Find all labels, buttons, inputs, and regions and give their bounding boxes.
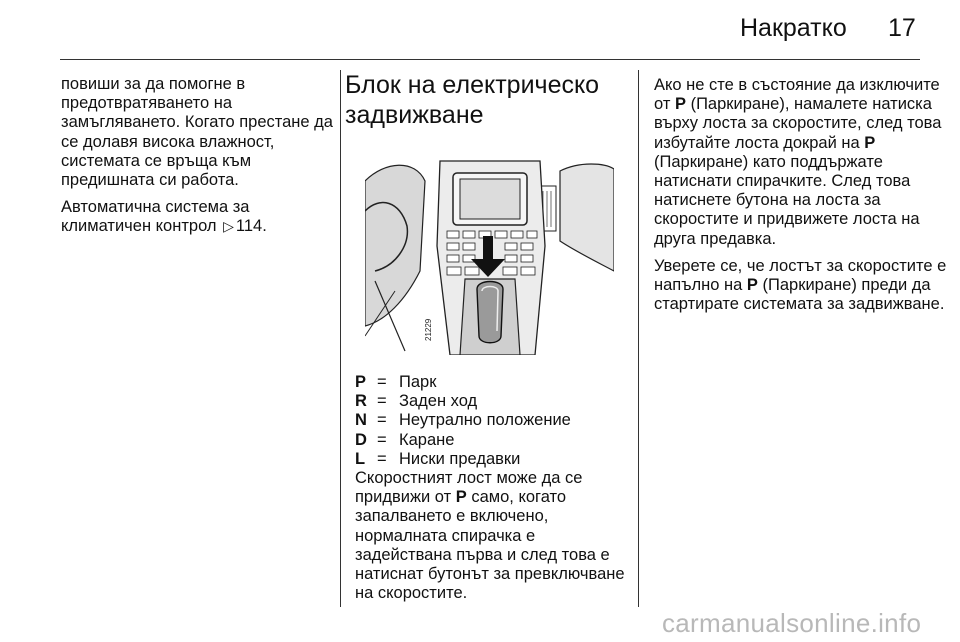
legend-row-n: N = Неутрално положение <box>355 411 571 430</box>
legend-row-l: L = Ниски предавки <box>355 449 521 468</box>
column-right <box>654 76 950 322</box>
shifter-illustration <box>365 151 614 355</box>
section-heading: Блок на електрическо задвижване <box>345 71 600 129</box>
page-number: 17 <box>888 14 916 42</box>
paragraph-climate-ref: Автоматична система за климатичен контрол ▷ 114. <box>61 198 267 236</box>
watermark: carmanualsonline.info <box>662 608 922 638</box>
legend-row-d: D = Каране <box>355 430 455 449</box>
shifter-paragraph: Скоростният лост може да се придвижи от P само, когато запалването е включено, нормалната спирачка е задействана първа и след това е натиснат бутонът за превключване на скоростите. <box>355 469 625 603</box>
legend-row-r: R = Заден ход <box>355 392 478 411</box>
page-reference-icon: ▷ <box>223 218 234 235</box>
header-rule <box>60 59 920 60</box>
page-reference: 114. <box>235 217 267 236</box>
page-header-title: Накратко <box>740 14 847 42</box>
column-divider-right <box>638 70 639 607</box>
paragraph: повиши за да помогне в предотвратяването на замъгляването. Когато престане да се долавя висока влажност, системата се връща към предишната си работа. <box>61 75 333 190</box>
column-divider-left <box>340 70 341 607</box>
legend-row-p: P = Парк <box>355 373 437 391</box>
figure-code: 21229 <box>424 318 433 341</box>
gear-legend <box>355 373 635 469</box>
column-left <box>61 75 333 245</box>
paragraph: Уверете се, че лостът за скоростите е напълно на P (Паркиране) преди да стартирате системата за задвижване. <box>654 256 947 314</box>
paragraph: Ако не сте в състояние да изключите от P (Паркиране), намалете натиска върху лоста за скоростите, след това избутайте лоста докрай на P (Паркиране) като поддържате натиснати спирачките. След това натиснете бутона на лоста за скоростите и придвижете лоста на друга предавка. <box>654 76 942 248</box>
